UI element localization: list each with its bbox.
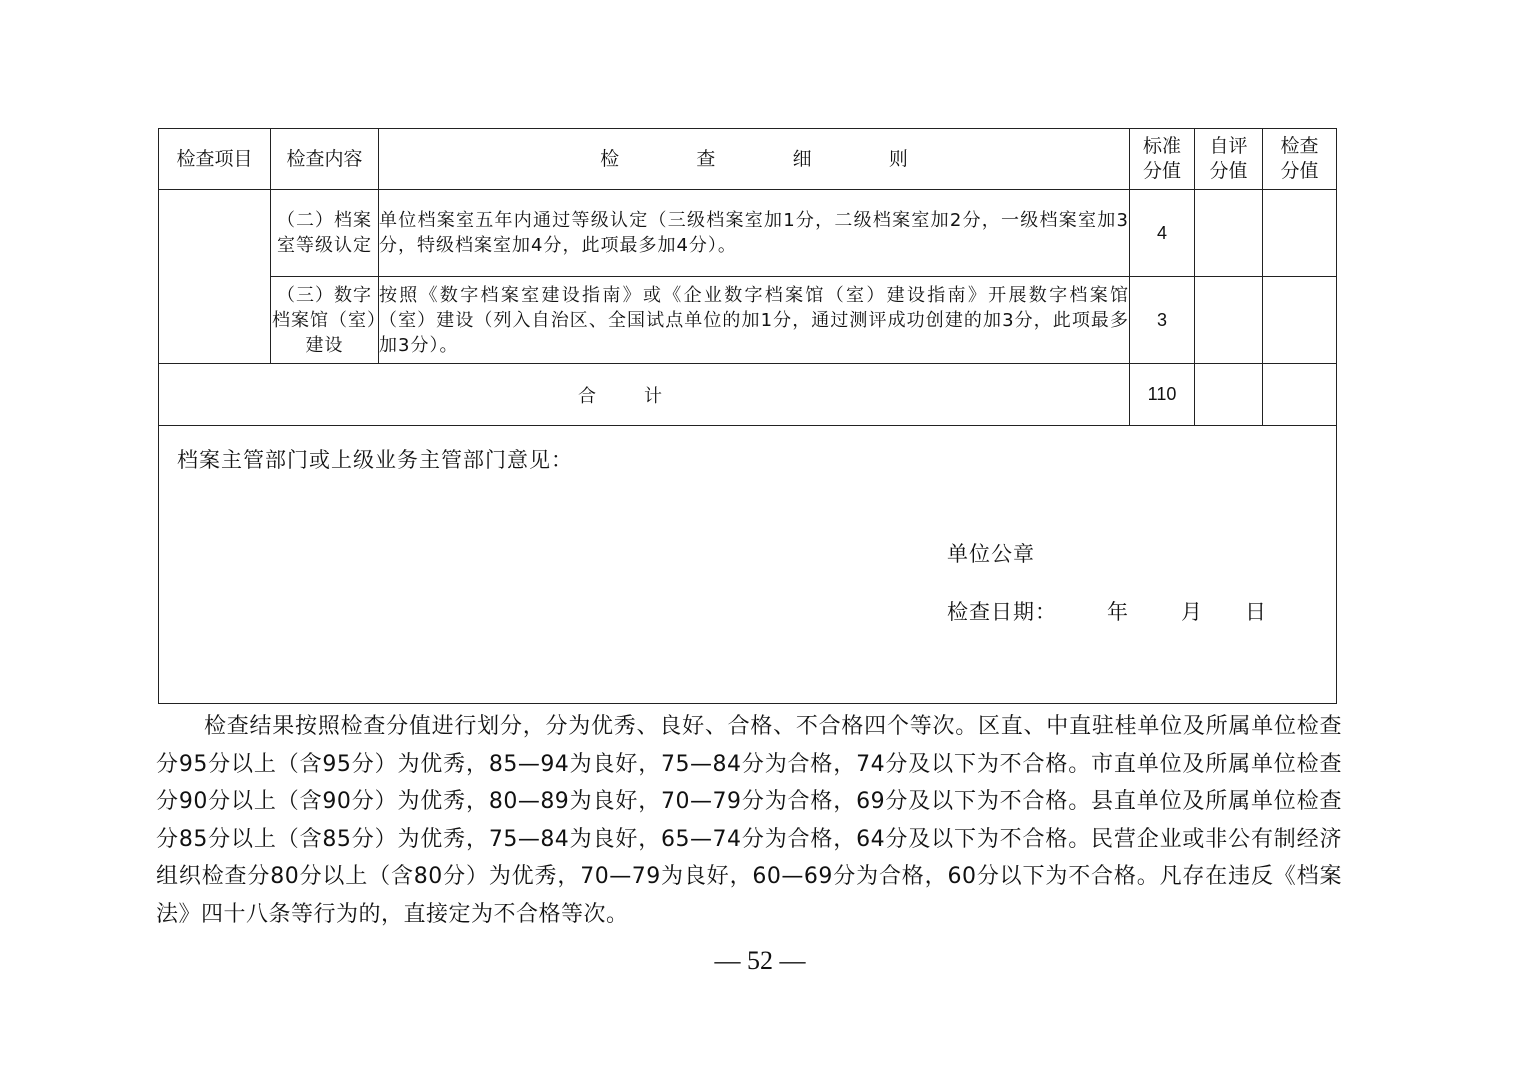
header-detail: 检 查 细 则 xyxy=(379,129,1130,190)
opinion-cell[interactable] xyxy=(159,426,1337,704)
date-label: 检查日期： xyxy=(947,600,1057,624)
row-standard-score: 4 xyxy=(1130,190,1195,277)
header-content: 检查内容 xyxy=(271,129,379,190)
header-self-score xyxy=(1195,129,1263,190)
row-standard-score: 3 xyxy=(1130,277,1195,364)
header-item: 检查项目 xyxy=(159,129,271,190)
header-check-score-text: 检查 分值 xyxy=(1280,136,1319,182)
month-label: 月 xyxy=(1181,600,1203,624)
row-content-cell: （三）数字档案馆（室）建设 xyxy=(271,277,379,364)
total-row xyxy=(159,364,1337,426)
row-self-score[interactable] xyxy=(1195,277,1263,364)
page-number: — 52 — xyxy=(714,946,806,975)
row-self-score[interactable] xyxy=(1195,190,1263,277)
day-label: 日 xyxy=(1245,600,1267,624)
row-check-score[interactable] xyxy=(1263,277,1337,364)
row-detail-cell: 单位档案室五年内通过等级认定（三级档案室加1分，二级档案室加2分，一级档案室加3分，特级档案室加4分，此项最多加4分）。 xyxy=(379,190,1130,277)
row-detail-cell: 按照《数字档案室建设指南》或《企业数字档案馆（室）建设指南》开展数字档案馆（室）建设（列入自治区、全国试点单位的加1分，通过测评成功创建的加3分，此项最多加3分）。 xyxy=(379,277,1130,364)
opinion-label: 档案主管部门或上级业务主管部门意见： xyxy=(177,448,573,472)
total-check-score[interactable] xyxy=(1263,364,1337,426)
inspection-date xyxy=(947,596,1267,626)
header-check-score xyxy=(1263,129,1337,190)
inspection-table xyxy=(158,128,1337,704)
row-item-cell xyxy=(159,190,271,364)
header-standard-score-text: 标准 分值 xyxy=(1142,136,1181,182)
header-standard-score xyxy=(1130,129,1195,190)
header-self-score-text: 自评 分值 xyxy=(1209,136,1248,182)
table-header-row xyxy=(159,129,1337,190)
row-content-cell: （二）档案室等级认定 xyxy=(271,190,379,277)
total-self-score[interactable] xyxy=(1195,364,1263,426)
table-row xyxy=(159,277,1337,364)
table-row xyxy=(159,190,1337,277)
total-label: 合计 xyxy=(159,364,1130,426)
seal-label: 单位公章 xyxy=(947,542,1035,566)
opinion-row xyxy=(159,426,1337,704)
year-label: 年 xyxy=(1107,600,1129,624)
grading-text: 检查结果按照检查分值进行划分，分为优秀、良好、合格、不合格四个等次。区直、中直驻桂单位及所属单位检查分95分以上（含95分）为优秀，85—94为良好，75—84分为合格，74分及以下为不合格。市直单位及所属单位检查分90分以上（含90分）为优秀，80—89为良好，70—79分为合格，69分及以下为不合格。县直单位及所属单位检查分85分以上（含85分）为优秀，75—84为良好，65—74分为合格，64分及以下为不合格。民营企业或非公有制经济组织检查分80分以上（含80分）为优秀，70—79为良好，60—69分为合格，60分以下为不合格。凡存在违反《档案法》四十八条等行为的，直接定为不合格等次。 xyxy=(156,714,1342,927)
grading-paragraph xyxy=(156,708,1342,933)
total-standard-score: 110 xyxy=(1130,364,1195,426)
row-check-score[interactable] xyxy=(1263,190,1337,277)
